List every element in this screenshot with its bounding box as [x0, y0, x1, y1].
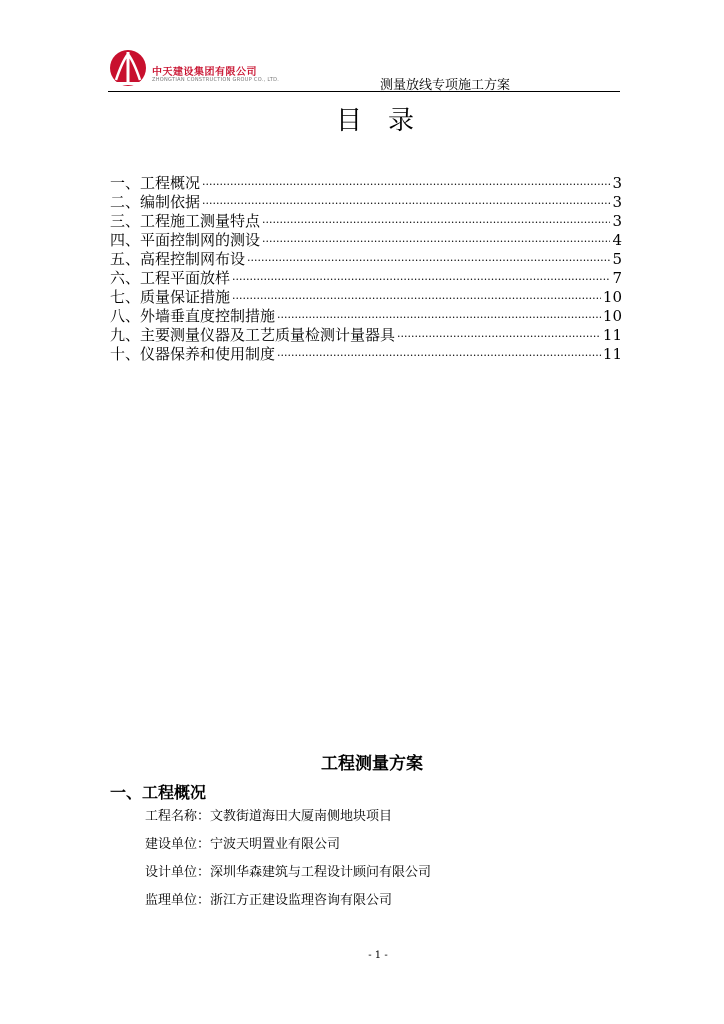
toc-leader-dots	[397, 327, 601, 346]
toc-entry[interactable]	[110, 250, 622, 269]
toc-entry[interactable]	[110, 288, 622, 307]
table-of-contents	[110, 174, 622, 364]
toc-leader-dots	[202, 175, 610, 194]
toc-entry[interactable]	[110, 174, 622, 193]
toc-entry-page: 7	[612, 269, 622, 287]
document-header-title: 测量放线专项施工方案	[379, 78, 510, 93]
toc-entry[interactable]	[110, 326, 622, 345]
header-divider	[108, 91, 620, 92]
toc-entry-page: 3	[612, 193, 622, 211]
toc-entry-page: 11	[602, 326, 622, 344]
company-name-en: ZHONGTIAN CONSTRUCTION GROUP CO., LTD.	[152, 77, 280, 83]
toc-entry-label: 一、工程概况	[110, 174, 201, 192]
toc-entry[interactable]	[110, 193, 622, 212]
info-line: 监理单位：浙江方正建设监理咨询有限公司	[145, 893, 393, 908]
toc-leader-dots	[277, 346, 601, 365]
toc-entry-label: 五、高程控制网布设	[110, 250, 246, 268]
toc-leader-dots	[262, 213, 610, 232]
toc-entry-label: 三、工程施工测量特点	[110, 212, 261, 230]
toc-entry[interactable]	[110, 307, 622, 326]
toc-entry-label: 四、平面控制网的测设	[110, 231, 261, 249]
toc-entry-page: 11	[602, 345, 622, 363]
page-header	[108, 44, 620, 94]
toc-entry-page: 10	[602, 288, 622, 306]
toc-entry-page: 10	[602, 307, 622, 325]
toc-entry-label: 十、仪器保养和使用制度	[110, 345, 276, 363]
toc-entry-page: 5	[612, 250, 622, 268]
toc-leader-dots	[232, 270, 610, 289]
toc-title: 目录	[335, 106, 440, 136]
toc-leader-dots	[202, 194, 610, 213]
page-number: - 1 -	[368, 950, 388, 961]
toc-entry-label: 八、外墙垂直度控制措施	[110, 307, 276, 325]
toc-entry-label: 七、质量保证措施	[110, 288, 231, 306]
toc-leader-dots	[232, 289, 601, 308]
toc-entry-label: 九、主要测量仪器及工艺质量检测计量器具	[110, 326, 396, 344]
toc-entry-label: 二、编制依据	[110, 193, 201, 211]
info-line: 设计单位：深圳华森建筑与工程设计顾问有限公司	[145, 865, 432, 880]
toc-leader-dots	[262, 232, 610, 251]
info-line: 建设单位：宁波天明置业有限公司	[145, 837, 341, 852]
toc-entry[interactable]	[110, 212, 622, 231]
toc-entry-label: 六、工程平面放样	[110, 269, 231, 287]
toc-leader-dots	[247, 251, 610, 270]
toc-entry[interactable]	[110, 345, 622, 364]
company-logo-icon	[108, 48, 148, 88]
toc-entry[interactable]	[110, 231, 622, 250]
toc-entry-page: 4	[612, 231, 622, 249]
section-heading: 一、工程概况	[110, 783, 207, 802]
project-info	[145, 806, 431, 918]
company-name-cn: 中天建设集团有限公司	[152, 67, 257, 78]
section-title: 工程测量方案	[321, 754, 423, 774]
toc-entry-page: 3	[612, 174, 622, 192]
toc-entry-page: 3	[612, 212, 622, 230]
toc-entry[interactable]	[110, 269, 622, 288]
info-line: 工程名称：文教街道海田大厦南侧地块项目	[145, 809, 393, 824]
toc-leader-dots	[277, 308, 601, 327]
